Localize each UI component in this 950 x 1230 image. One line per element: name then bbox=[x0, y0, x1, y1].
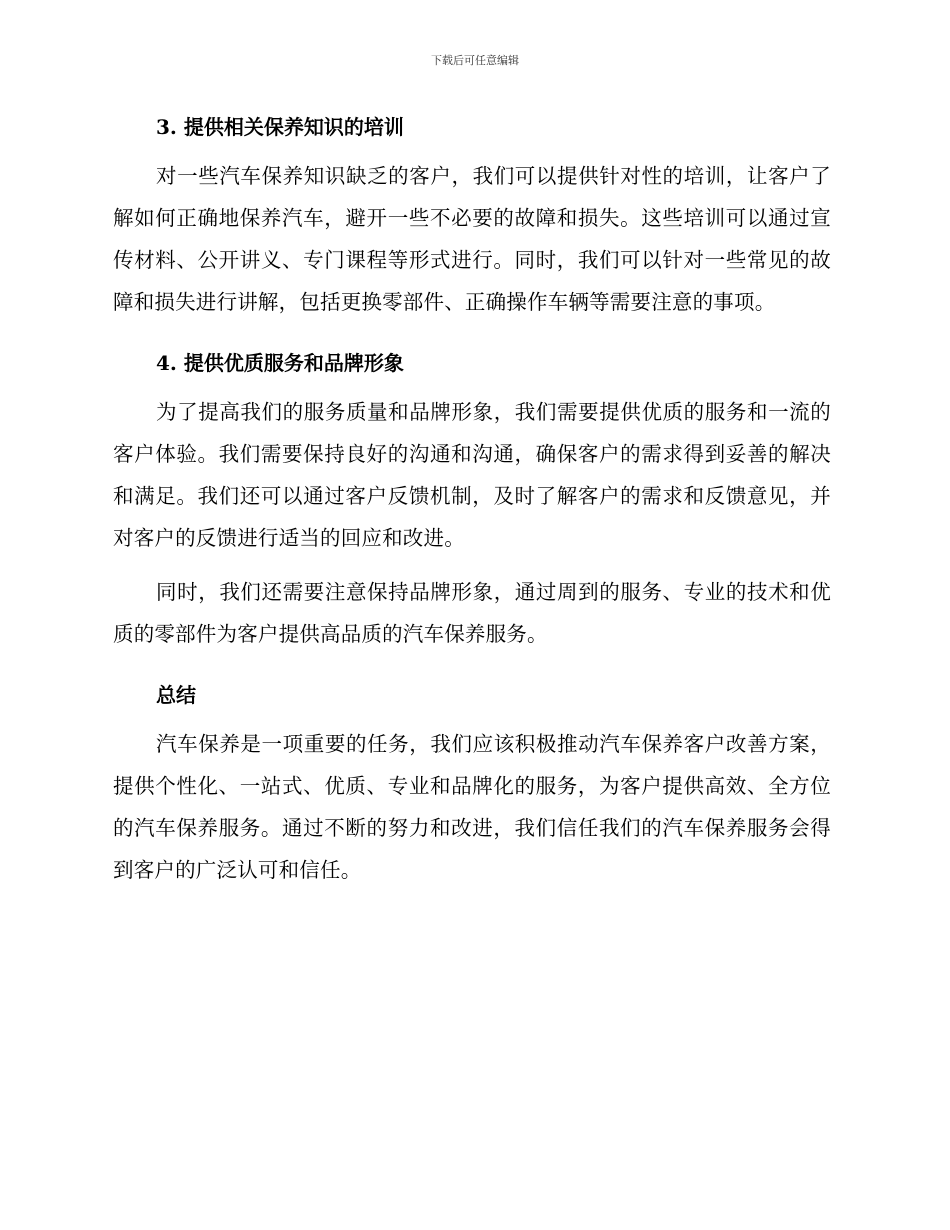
paragraph-training: 对一些汽车保养知识缺乏的客户，我们可以提供针对性的培训，让客户了解如何正确地保养汽车，避开一些不必要的故障和损失。这些培训可以通过宣传材料、公开讲义、专门课程等形式进行。同时，我们可以针对一些常见的故障和损失进行讲解，包括更换零部件、正确操作车辆等需要注意的事项。 bbox=[113, 164, 831, 314]
paragraph-brand-image: 同时，我们还需要注意保持品牌形象，通过周到的服务、专业的技术和优质的零部件为客户提供高品质的汽车保养服务。 bbox=[113, 580, 831, 646]
section-heading-summary: 总结 bbox=[156, 683, 196, 707]
section-heading-training: 3. 提供相关保养知识的培训 bbox=[156, 115, 404, 139]
section-heading-service-brand: 4. 提供优质服务和品牌形象 bbox=[156, 351, 404, 375]
header-note: 下载后可任意编辑 bbox=[431, 54, 519, 67]
paragraph-summary: 汽车保养是一项重要的任务，我们应该积极推动汽车保养客户改善方案，提供个性化、一站式、优质、专业和品牌化的服务，为客户提供高效、全方位的汽车保养服务。通过不断的努力和改进，我们信任我们的汽车保养服务会得到客户的广泛认可和信任。 bbox=[113, 732, 831, 882]
document-body bbox=[113, 111, 831, 891]
paragraph-service-quality: 为了提高我们的服务质量和品牌形象，我们需要提供优质的服务和一流的客户体验。我们需要保持良好的沟通和沟通，确保客户的需求得到妥善的解决和满足。我们还可以通过客户反馈机制，及时了解客户的需求和反馈意见，并对客户的反馈进行适当的回应和改进。 bbox=[113, 400, 831, 550]
